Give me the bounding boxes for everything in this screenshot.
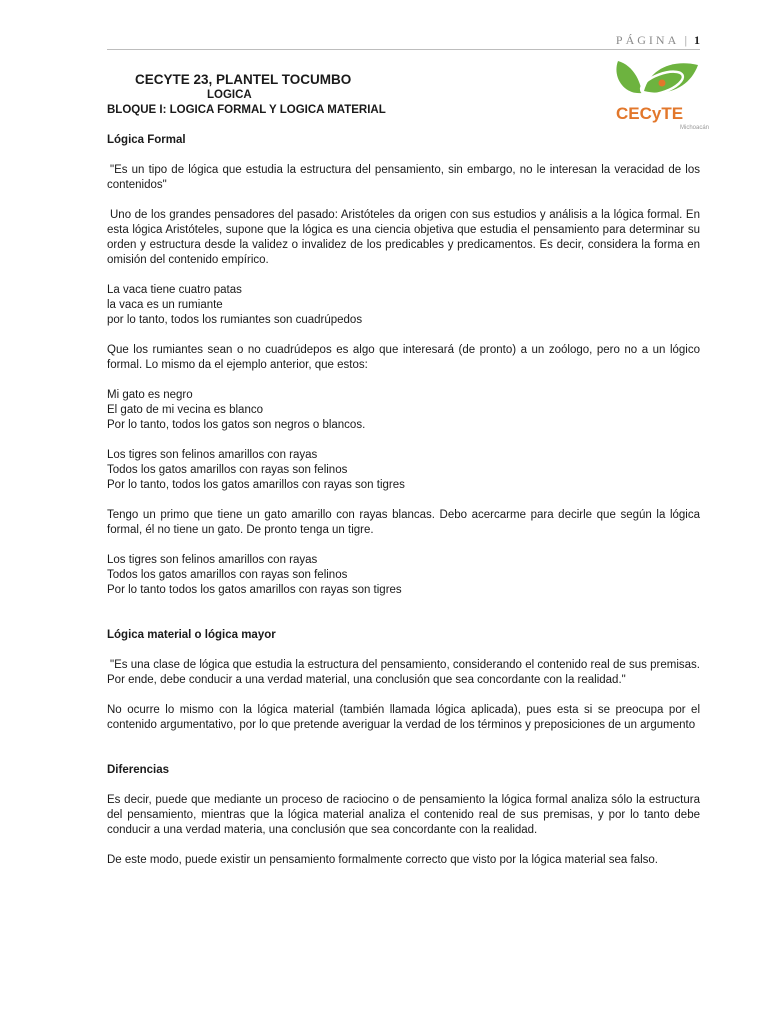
differences-text-1: Es decir, puede que mediante un proceso de raciocino o de pensamiento la lógica formal analiza sólo la estructura del pensamiento, mientras que la lógica material analiza el contenido real de sus premisas, y por lo tanto debe conducir a una verdad materia, una conclusión que sea concordante con la realidad. (107, 794, 700, 836)
institution-title: CECYTE 23, PLANTEL TOCUMBO (135, 72, 352, 87)
material-definition: "Es una clase de lógica que estudia la estructura del pensamiento, considerando el contenido real de sus premisas. Por ende, debe conducir a una verdad material, una conclusión que sea concordante con la realidad." (107, 659, 700, 686)
example-3-line: Los tigres son felinos amarillos con rayas (107, 449, 318, 461)
example-1-line: La vaca tiene cuatro patas (107, 284, 242, 296)
formal-heading: Lógica Formal (107, 134, 186, 146)
page-number-label: PÁGINA | 1 (615, 33, 700, 47)
subject-title: LOGICA (207, 89, 252, 101)
example-3-line: Por lo tanto, todos los gatos amarillos con rayas son tigres (107, 479, 405, 491)
formal-intro: Uno de los grandes pensadores del pasado: Aristóteles da origen con sus estudios y análisis a la lógica formal. En esta lógica Aristóteles, supone que la lógica es una ciencia objetiva que estudia el pensamiento para determinar su orden y estructura desde la validez o invalidez de los predicables y predicamentos. Es decir, considera la forma en omisión del contenido empírico. (107, 209, 700, 266)
logo-subtext: Michoacán (680, 125, 710, 131)
logo-wordmark: CECyTE (616, 104, 684, 123)
cecyte-logo (610, 55, 710, 133)
example-1-note: Que los rumiantes sean o no cuadrúdepos es algo que interesará (de pronto) a un zoólogo, pero no a un lógico formal. Lo mismo da el ejemplo anterior, que estos: (107, 344, 700, 371)
example-1-line: la vaca es un rumiante (107, 299, 223, 311)
page-number: 1 (694, 33, 700, 47)
example-3-note: Tengo un primo que tiene un gato amarillo con rayas blancas. Debo acercarme para decirle que según la lógica formal, él no tiene un gato. De pronto tenga un tigre. (107, 509, 700, 536)
material-text: No ocurre lo mismo con la lógica material (también llamada lógica aplicada), pues esta si se preocupa por el contenido argumentativo, por lo que pretende averiguar la verdad de los términos y preposiciones de un argumento (107, 704, 700, 731)
page-header (107, 33, 700, 50)
example-3-line: Todos los gatos amarillos con rayas son felinos (107, 464, 348, 476)
example-4-line: Todos los gatos amarillos con rayas son felinos (107, 569, 348, 581)
document-body (107, 133, 700, 868)
example-2-line: Por lo tanto, todos los gatos son negros o blancos. (107, 419, 366, 431)
example-2 (107, 388, 700, 433)
example-1 (107, 283, 700, 328)
example-2-line: El gato de mi vecina es blanco (107, 404, 263, 416)
formal-definition: "Es un tipo de lógica que estudia la estructura del pensamiento, sin embargo, no le interesan la veracidad de los contenidos" (107, 164, 700, 191)
example-3 (107, 448, 700, 493)
differences-text-2: De este modo, puede existir un pensamiento formalmente correcto que visto por la lógica material sea falso. (107, 854, 659, 866)
example-1-line: por lo tanto, todos los rumiantes son cuadrúpedos (107, 314, 363, 326)
example-4-line: Por lo tanto todos los gatos amarillos con rayas son tigres (107, 584, 402, 596)
example-2-line: Mi gato es negro (107, 389, 193, 401)
example-4 (107, 553, 700, 598)
example-4-line: Los tigres son felinos amarillos con rayas (107, 554, 318, 566)
logo-leaf-left (616, 61, 642, 93)
material-heading: Lógica material o lógica mayor (107, 629, 276, 641)
differences-heading: Diferencias (107, 764, 170, 776)
logo-dot (659, 80, 666, 87)
bloque-title: BLOQUE I: LOGICA FORMAL Y LOGICA MATERIAL (107, 104, 386, 116)
